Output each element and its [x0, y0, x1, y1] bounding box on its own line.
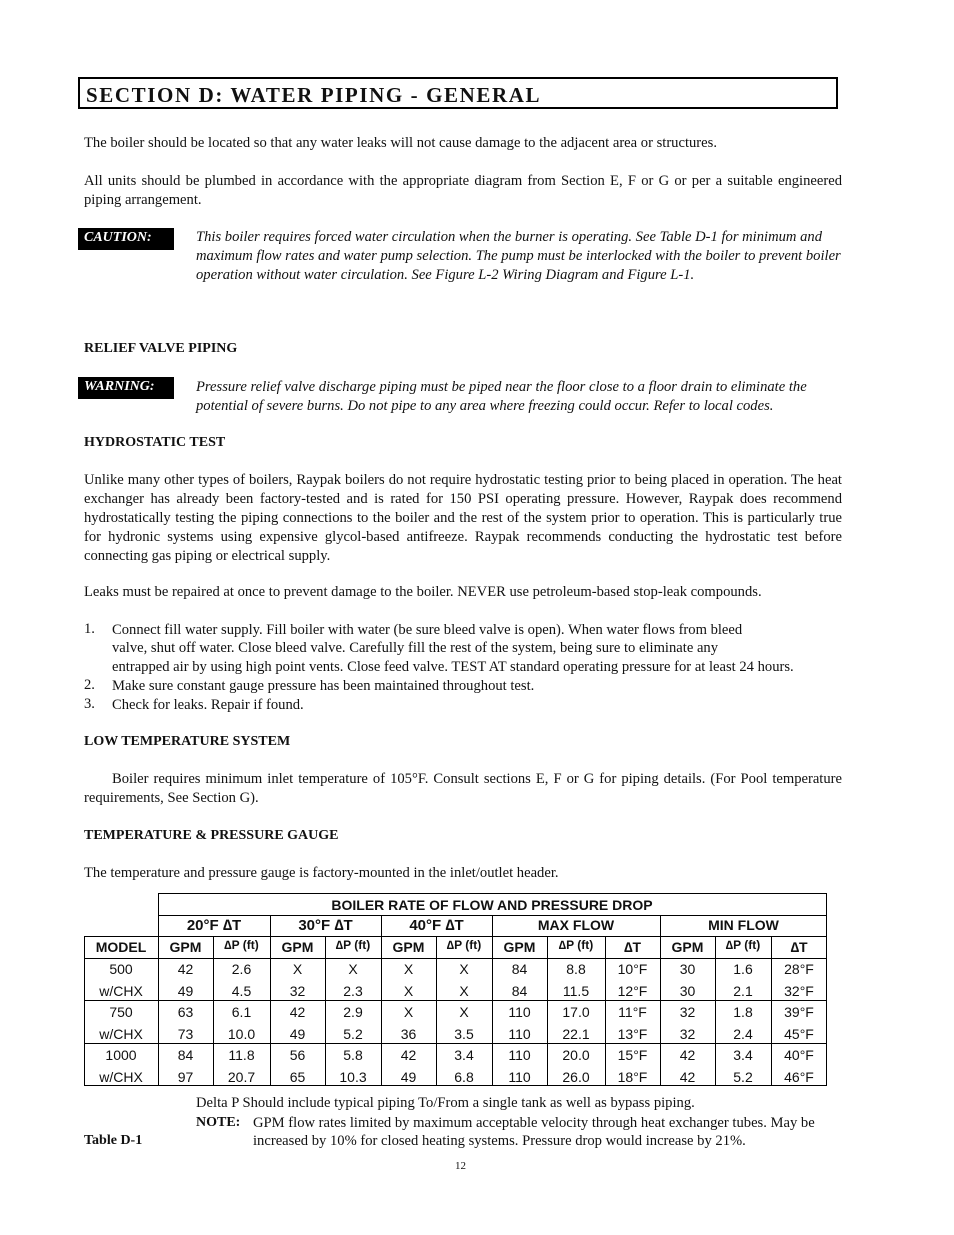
table-column-divider — [771, 936, 772, 1086]
intro-paragraph-2: All units should be plumbed in accordance with the appropriate diagram from Section E, F or G or per a suitable engineered piping arrangement. — [84, 173, 842, 208]
note-line-2: increased by 10% for closed heating systems. Pressure drop would increase by 21%. — [253, 1133, 746, 1149]
table-bottom-border — [84, 1085, 827, 1086]
table-cell: 8.8 — [566, 961, 586, 977]
table-group-divider — [158, 915, 827, 916]
table-cell: 3.5 — [454, 1026, 474, 1042]
table-cell: 5.2 — [733, 1069, 753, 1085]
table-cell: 110 — [508, 1026, 531, 1042]
table-row-separator — [84, 1043, 827, 1044]
page-number: 12 — [455, 1160, 466, 1172]
column-header: ∆T — [790, 939, 808, 955]
table-column-divider — [325, 936, 326, 1086]
caution-text: This boiler requires forced water circulation when the burner is operating. See Table D-1 for minimum and maximum flow rates and water pump selection. The pump must be interlocked with the boiler to prevent boiler operation without water circulation. See Figure L-2 Wiring Diagram and Figure L-1. — [196, 229, 841, 283]
table-left-border — [84, 936, 85, 1086]
table-cell: 2.1 — [733, 983, 753, 999]
note-label: NOTE: — [196, 1115, 241, 1130]
table-cell: 15°F — [617, 1047, 648, 1063]
hydrostatic-heading: HYDROSTATIC TEST — [84, 435, 226, 450]
table-right-border — [826, 893, 827, 1086]
column-header: ∆P (ft) — [446, 938, 482, 952]
table-cell: 42 — [679, 1047, 696, 1063]
gauge-paragraph: The temperature and pressure gauge is factory-mounted in the inlet/outlet header. — [84, 865, 559, 881]
table-cell: X — [292, 961, 303, 977]
table-cell: 20.7 — [227, 1069, 256, 1085]
table-cell: X — [403, 983, 414, 999]
table-cell: X — [459, 961, 469, 977]
table-cell: 49 — [177, 983, 194, 999]
table-body-divider — [84, 958, 827, 959]
table-group-column-divider — [381, 915, 382, 1086]
table-cell: 49 — [400, 1069, 417, 1085]
table-cell: 4.5 — [231, 983, 252, 999]
warning-label: WARNING: — [78, 377, 174, 399]
table-cell: 5.2 — [343, 1026, 363, 1042]
table-cell: 110 — [508, 1004, 531, 1020]
table-cell: 11°F — [618, 1004, 647, 1020]
table-cell: 10°F — [617, 961, 648, 977]
table-cell: 11.5 — [562, 983, 590, 999]
table-model-cell: w/CHX — [99, 1026, 143, 1042]
table-cell: 49 — [289, 1026, 306, 1042]
table-cell: 110 — [508, 1047, 531, 1063]
table-cell: 20.0 — [562, 1047, 590, 1063]
table-title: BOILER RATE OF FLOW AND PRESSURE DROP — [331, 897, 653, 913]
table-cell: 26.0 — [562, 1069, 590, 1085]
delta-p-note: Delta P Should include typical piping To/From a single tank as well as bypass piping. — [196, 1095, 695, 1111]
table-cell: 2.9 — [343, 1004, 363, 1020]
table-column-divider — [213, 936, 214, 1086]
table-row-separator — [84, 1000, 827, 1001]
table-cell: 10.3 — [339, 1069, 367, 1085]
table-cell: 1.8 — [733, 1004, 753, 1020]
warning-text: Pressure relief valve discharge piping must be piped near the floor close to a floor drain to eliminate the potential of severe burns. Do not pipe to any area where freezing could occur. Refer to local codes. — [196, 379, 807, 414]
table-top-border — [158, 893, 827, 894]
table-header-divider — [84, 936, 827, 937]
table-column-divider — [605, 936, 606, 1086]
table-cell: 36 — [400, 1026, 417, 1042]
table-cell: 63 — [177, 1004, 194, 1020]
table-cell: X — [403, 961, 414, 977]
table-cell: 65 — [289, 1069, 306, 1085]
column-header: GPM — [281, 939, 314, 955]
table-group-column-divider — [270, 915, 271, 1086]
table-cell: X — [459, 983, 469, 999]
hydrostatic-paragraph: Unlike many other types of boilers, Raypak boilers do not require hydrostatic testing prior to being placed in operation. The heat exchanger has already been factory-tested and is rated for 150 PSI operating pressure. However, Raypak does recommend hydrostatically testing the piping connections to the boiler and the rest of the system prior to operation. This is particularly true for hydronic systems using expensive glycol-based antifreeze. Raypak recommends conducting the hydrostatic test before connecting gas piping or electrical supply. — [84, 472, 842, 564]
intro-paragraph-1: The boiler should be located so that any water leaks will not cause damage to the adjacent area or structures. — [84, 135, 717, 151]
table-cell: 42 — [400, 1047, 417, 1063]
table-cell: 11.8 — [228, 1047, 255, 1063]
column-header: ∆P (ft) — [224, 938, 259, 952]
table-group-header: 20°F ∆T — [186, 917, 242, 934]
note-line-1: GPM flow rates limited by maximum acceptable velocity through heat exchanger tubes. May be — [253, 1115, 815, 1131]
table-cell: X — [348, 961, 358, 977]
step-2-text: Make sure constant gauge pressure has been maintained throughout test. — [112, 678, 535, 694]
table-cell: X — [459, 1004, 469, 1020]
step-1-line-1: Connect fill water supply. Fill boiler with water (be sure bleed valve is open). When water flows from bleed — [112, 622, 743, 638]
table-model-cell: 1000 — [105, 1047, 137, 1063]
table-cell: 97 — [177, 1069, 194, 1085]
column-header: ∆P (ft) — [558, 938, 594, 952]
table-cell: 10.0 — [227, 1026, 256, 1042]
table-cell: 32°F — [784, 983, 814, 999]
table-cell: 17.0 — [562, 1004, 590, 1020]
column-header-model: MODEL — [95, 939, 147, 955]
table-cell: 12°F — [617, 983, 648, 999]
step-1-line-2: valve, shut off water. Close bleed valve. Carefully fill the rest of the system, being sure to eliminate any — [112, 640, 719, 656]
table-label: Table D-1 — [84, 1133, 143, 1148]
table-cell: 84 — [511, 961, 528, 977]
table-cell: 45°F — [784, 1026, 814, 1042]
low-temperature-paragraph: Boiler requires minimum inlet temperature of 105°F. Consult sections E, F or G for piping details. (For Pool temperature requirements, See Section G). — [84, 771, 842, 806]
column-header: ∆P (ft) — [335, 938, 371, 952]
table-model-cell: 750 — [109, 1004, 133, 1020]
step-3-number: 3. — [84, 696, 95, 712]
table-cell: 1.6 — [733, 961, 753, 977]
column-header: ∆P (ft) — [725, 938, 761, 952]
column-header: GPM — [503, 939, 536, 955]
table-cell: 30 — [679, 961, 696, 977]
table-cell: 18°F — [617, 1069, 648, 1085]
table-cell: X — [403, 1004, 414, 1020]
table-cell: 13°F — [617, 1026, 648, 1042]
table-cell: 110 — [508, 1069, 531, 1085]
table-group-header: 40°F ∆T — [409, 917, 464, 934]
table-cell: 84 — [177, 1047, 194, 1063]
column-header: GPM — [169, 939, 202, 955]
table-cell: 84 — [511, 983, 528, 999]
table-cell: 42 — [289, 1004, 306, 1020]
relief-valve-heading: RELIEF VALVE PIPING — [84, 341, 238, 356]
caution-label: CAUTION: — [78, 228, 174, 250]
table-group-column-divider — [492, 915, 493, 1086]
table-cell: 32 — [289, 983, 306, 999]
table-cell: 2.4 — [733, 1026, 753, 1042]
leaks-paragraph: Leaks must be repaired at once to prevent damage to the boiler. NEVER use petroleum-based stop-leak compounds. — [84, 584, 762, 600]
table-cell: 3.4 — [454, 1047, 474, 1063]
table-group-column-divider — [660, 915, 661, 1086]
table-column-divider — [547, 936, 548, 1086]
step-2-number: 2. — [84, 677, 95, 693]
table-cell: 42 — [177, 961, 194, 977]
table-cell: 2.6 — [231, 961, 252, 977]
gauge-heading: TEMPERATURE & PRESSURE GAUGE — [84, 828, 339, 843]
table-cell: 39°F — [784, 1004, 814, 1020]
table-cell: 32 — [679, 1004, 696, 1020]
step-1-line-3: entrapped air by using high point vents. Close feed valve. TEST AT standard operating pressure for at least 24 hours. — [112, 659, 794, 675]
table-cell: 22.1 — [562, 1026, 590, 1042]
step-3-text: Check for leaks. Repair if found. — [112, 697, 304, 713]
table-cell: 5.8 — [343, 1047, 363, 1063]
low-temperature-heading: LOW TEMPERATURE SYSTEM — [84, 734, 291, 749]
table-column-divider — [436, 936, 437, 1086]
table-cell: 40°F — [784, 1047, 814, 1063]
table-cell: 30 — [679, 983, 696, 999]
table-cell: 73 — [177, 1026, 194, 1042]
section-title: SECTION D: WATER PIPING - GENERAL — [86, 83, 542, 107]
table-cell: 28°F — [784, 961, 814, 977]
table-cell: 56 — [289, 1047, 306, 1063]
table-model-cell: w/CHX — [99, 983, 143, 999]
table-cell: 6.1 — [231, 1004, 252, 1020]
section-title-box — [78, 77, 838, 109]
table-model-cell: 500 — [109, 961, 133, 977]
table-group-header: MAX FLOW — [537, 917, 615, 933]
table-model-divider — [158, 893, 159, 1086]
column-header: ∆T — [623, 939, 642, 955]
table-cell: 46°F — [784, 1069, 814, 1085]
table-group-header: MIN FLOW — [708, 917, 779, 933]
table-cell: 32 — [679, 1026, 696, 1042]
table-group-header: 30°F ∆T — [298, 917, 353, 934]
column-header: GPM — [392, 939, 425, 955]
table-cell: 6.8 — [454, 1069, 474, 1085]
column-header: GPM — [671, 939, 704, 955]
table-model-cell: w/CHX — [99, 1069, 143, 1085]
table-cell: 3.4 — [733, 1047, 753, 1063]
table-cell: 2.3 — [343, 983, 363, 999]
step-1-number: 1. — [84, 621, 95, 637]
table-cell: 42 — [679, 1069, 696, 1085]
table-column-divider — [715, 936, 716, 1086]
